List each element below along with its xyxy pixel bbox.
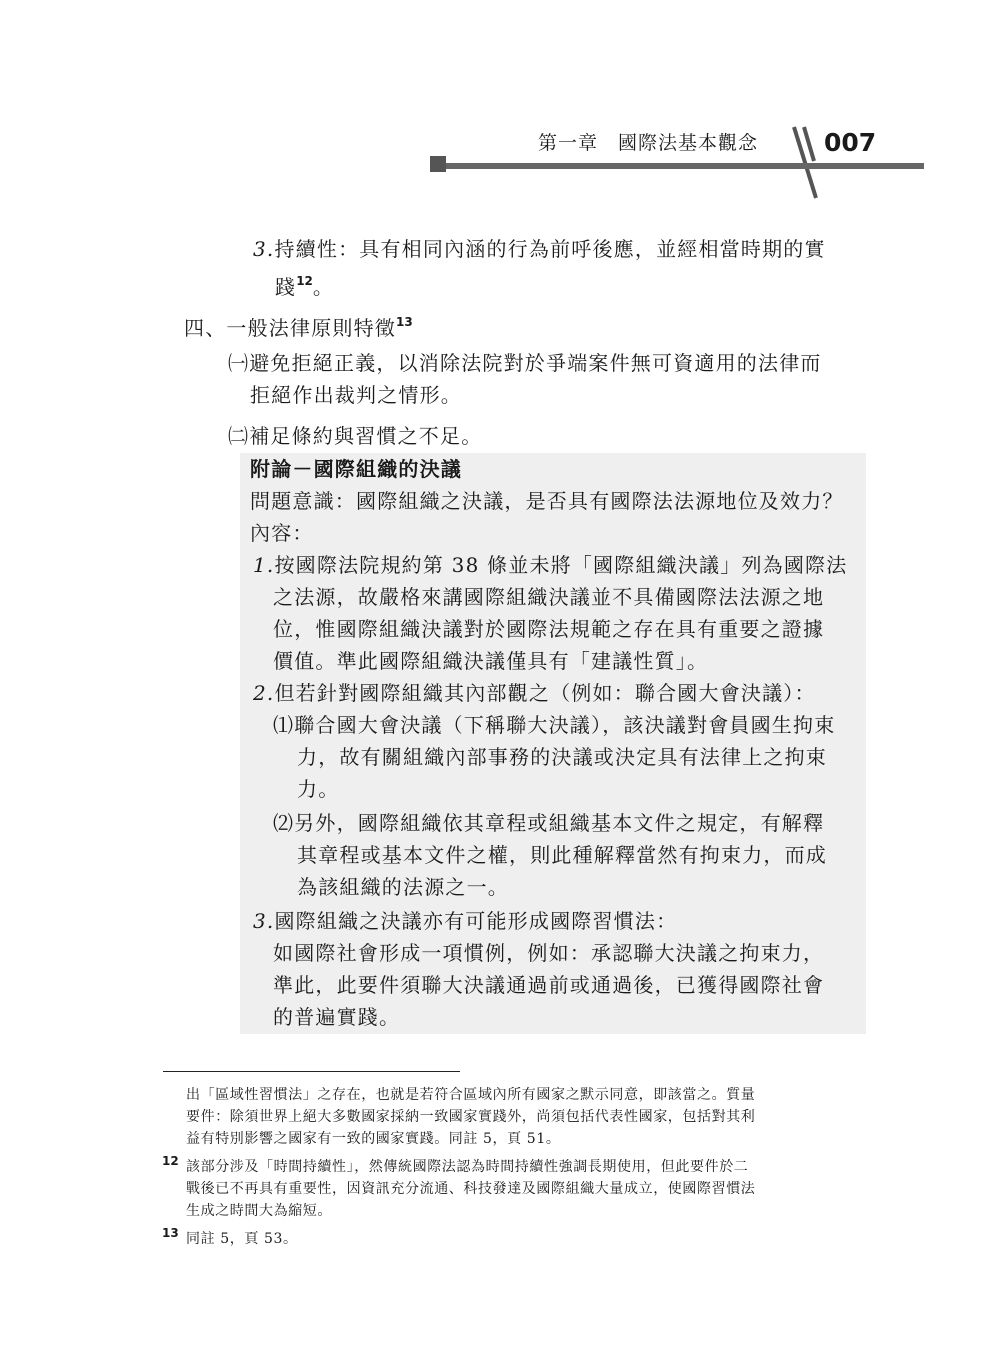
item-3-number: 3. — [253, 237, 275, 261]
box-item-1-line-2: 之法源，故嚴格來講國際組織決議並不具備國際法法源之地 — [273, 585, 825, 609]
footnote-12-mark: 12 — [162, 1154, 179, 1168]
subsection-1-line-2: 拒絕作出裁判之情形。 — [250, 383, 462, 407]
box-item-3-line-4: 的普遍實踐。 — [273, 1005, 401, 1029]
footnote-ref-12[interactable]: 12 — [296, 274, 313, 288]
footnote-ref-13[interactable]: 13 — [396, 315, 413, 329]
supplement-box-title: 附論－國際組織的決議 — [250, 457, 462, 481]
box-item-3-line-3: 準此，此要件須聯大決議通過前或通過後，已獲得國際社會 — [273, 973, 825, 997]
box-item-2-number: 2. — [253, 681, 275, 705]
running-header-chapter: 第一章 國際法基本觀念 — [538, 132, 759, 154]
footnote-continued-line-1: 出「區域性習慣法」之存在，也就是若符合區域內所有國家之默示同意，即該當之。質量 — [186, 1087, 756, 1103]
box-item-3-number: 3. — [253, 909, 275, 933]
header-rule — [440, 163, 924, 169]
box-item-1-number: 1. — [253, 553, 275, 577]
supplement-content-label: 內容： — [250, 521, 314, 545]
box-item-1-line-3: 位，惟國際組織決議對於國際法規範之存在具有重要之證據 — [273, 617, 825, 641]
box-item-1-line-4: 價值。準此國際組織決議僅具有「建議性質」。 — [273, 649, 709, 673]
box-item-2-sub-2-line-2: 其章程或基本文件之權，則此種解釋當然有拘束力，而成 — [297, 843, 827, 867]
box-item-2-sub-1-line-1: ⑴聯合國大會決議（下稱聯大決議），該決議對會員國生拘束 — [273, 713, 836, 737]
page-number: 007 — [824, 128, 877, 157]
footnote-continued-line-3: 益有特別影響之國家有一致的國家實踐。同註 5，頁 51。 — [186, 1131, 561, 1147]
subsection-1-line-1: ㈠避免拒絕正義，以消除法院對於爭端案件無可資適用的法律而 — [228, 351, 822, 375]
box-item-2-line-1: 2.但若針對國際組織其內部觀之（例如：聯合國大會決議）： — [253, 681, 816, 705]
subsection-2: ㈡補足條約與習慣之不足。 — [228, 424, 483, 448]
footnote-12-line-3: 生成之時間大為縮短。 — [186, 1203, 332, 1219]
box-item-2-sub-1-line-2: 力，故有關組織內部事務的決議或決定具有法律上之拘束 — [297, 745, 827, 769]
box-item-2-sub-2-line-3: 為該組織的法源之一。 — [297, 875, 509, 899]
footnote-13-mark: 13 — [162, 1226, 179, 1240]
footnote-continued-line-2: 要件：除須世界上絕大多數國家採納一致國家實踐外，尚須包括代表性國家，包括對其利 — [186, 1109, 756, 1125]
footnote-12-line-2: 戰後已不再具有重要性，因資訊充分流通、科技發達及國際組織大量成立，使國際習慣法 — [186, 1181, 756, 1197]
box-item-3-line-2: 如國際社會形成一項慣例，例如：承認聯大決議之拘束力， — [273, 941, 825, 965]
box-item-2-sub-1-line-3: 力。 — [297, 777, 340, 801]
item-3-line-2: 踐$^{12}$。 — [275, 274, 335, 299]
section-4-heading: 四、一般法律原則特徵$^{13}$ — [184, 315, 413, 340]
header-rule-square — [430, 156, 446, 172]
footnote-12-line-1: 該部分涉及「時間持續性」，然傳統國際法認為時間持續性強調長期使用，但此要件於二 — [186, 1159, 749, 1175]
supplement-question: 問題意識：國際組織之決議，是否具有國際法法源地位及效力？ — [250, 489, 844, 513]
item-3-line-1: 3.持續性：具有相同內涵的行為前呼後應，並經相當時期的實 — [253, 237, 826, 261]
footnote-13-line-1: 同註 5，頁 53。 — [186, 1231, 298, 1247]
box-item-1-line-1: 1.按國際法院規約第 38 條並未將「國際組織決議」列為國際法 — [253, 553, 848, 577]
box-item-2-sub-2-line-1: ⑵另外，國際組織依其章程或組織基本文件之規定，有解釋 — [273, 811, 825, 835]
footnote-separator — [163, 1071, 460, 1072]
box-item-3-line-1: 3.國際組織之決議亦有可能形成國際習慣法： — [253, 909, 678, 933]
